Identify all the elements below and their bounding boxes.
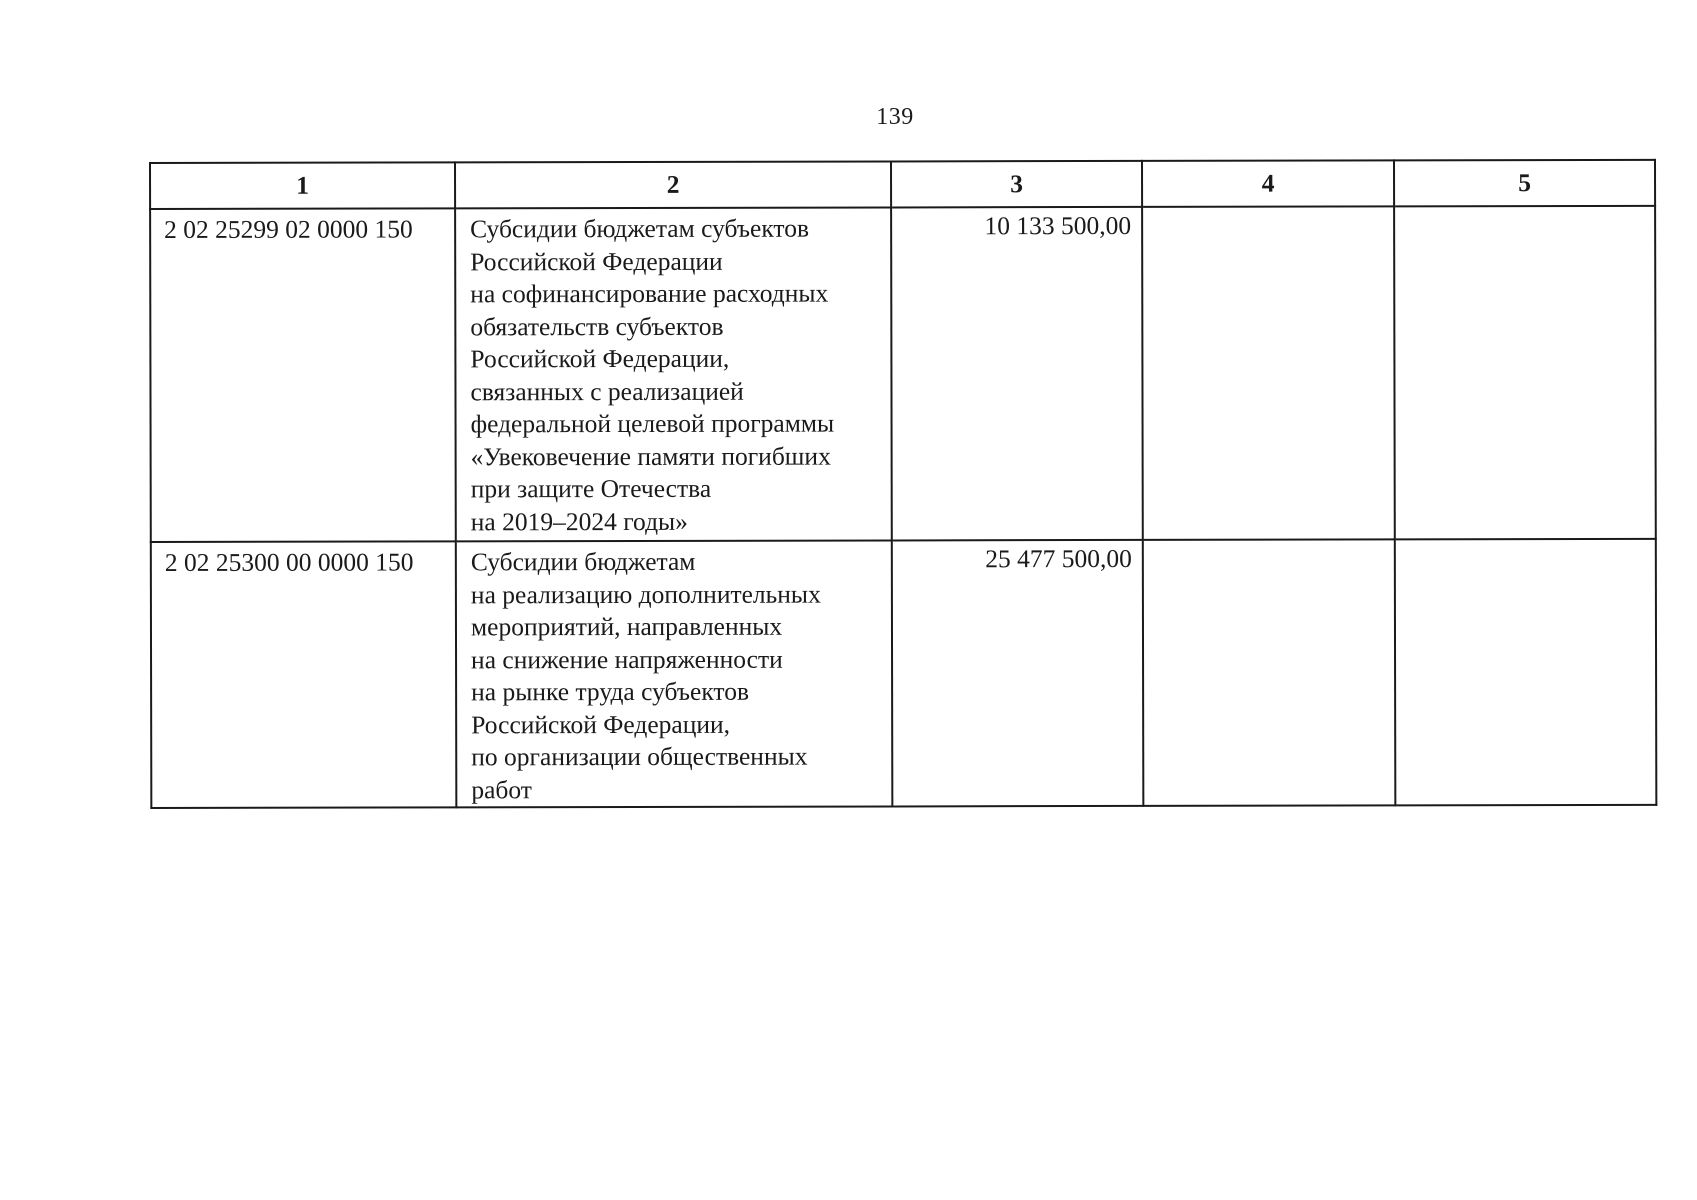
income-name-line: Субсидии бюджетам субъектов [470,213,810,244]
header-col-1: 1 [150,162,455,209]
income-name-cell [456,540,893,807]
amount-cell: 10 133 500,00 [891,207,1143,541]
col-5-cell [1395,539,1657,806]
header-col-5: 5 [1394,160,1655,207]
income-name-cell [455,207,892,541]
income-name-line: обязательств субъектов [470,311,724,341]
header-col-2: 2 [455,161,891,208]
income-name-line: на реализацию дополнительных [470,579,821,609]
income-name-line: на снижение напряженности [471,644,783,674]
table-row [151,539,1657,808]
income-name-line: работ [471,774,532,804]
income-code-cell: 2 02 25299 02 0000 150 [150,208,456,542]
income-name-line: Российской Федерации, [470,343,730,374]
table-row [150,206,1656,542]
income-name-line: на софинансирование расходных [470,278,829,309]
income-name-line: федеральной целевой программы [470,408,835,439]
income-code-cell: 2 02 25300 00 0000 150 [151,541,457,808]
budget-revenue-table [149,159,1657,809]
income-name-line: Российской Федерации [470,246,723,276]
income-name-line: Субсидии бюджетам [470,546,696,577]
income-name-line: связанных с реализацией [470,376,744,406]
income-name-line: по организации общественных [471,741,808,772]
amount-cell: 25 477 500,00 [892,540,1144,807]
col-5-cell [1394,206,1656,540]
col-4-cell [1142,206,1395,540]
col-4-cell [1143,539,1396,806]
income-name-line: «Увековечение памяти погибших [470,441,831,471]
income-name-line: при защите Отечества [470,473,712,504]
page-number: 139 [876,104,914,130]
header-col-3: 3 [891,161,1142,208]
header-col-4: 4 [1142,160,1394,207]
table-header-row [150,160,1655,209]
income-name-line: Российской Федерации, [471,709,731,739]
income-name-line: на рынке труда субъектов [471,676,750,707]
income-name-line: на 2019–2024 годы» [470,506,688,536]
income-name-line: мероприятий, направленных [470,611,783,642]
